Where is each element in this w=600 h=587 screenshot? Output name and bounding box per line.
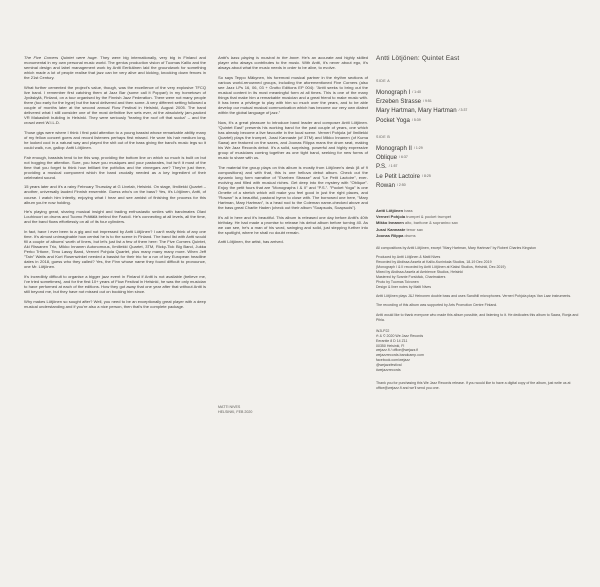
paragraph-text: Fair enough, bassists tend to be this way, providing the bottom line on which so much is built on but not hogging the attention. Sure, you have you musiques and your pastorales, but isn't it most of the time that you forget to think how brilliant the potfolios and the vinnegars are? They're just there, providing a musical component which the band crucially needed as a key ingredient of their celebrated sound.	[24, 154, 206, 180]
track-title: Erzeben Strasse	[376, 98, 422, 106]
track-title: Oblique	[376, 154, 398, 162]
paragraph-lead: The Five Corners Quintet were huge.	[24, 55, 98, 60]
paragraph-text: What further cemented the project's value, though, was the excellence of the very explosive TFCQ live band. I remember first catching them at Jazz Bar (some call it Poppari) in my hometown of Jyväskylä, Finland, on a tour organised by the Finnish Jazz Federation. There were not many people there (too early for the hype) but the band delivered and then some. A very different setting followed a couple of months later at the second annual Flow Festival in Helsinki, August 2005. The band delivered what I still consider one of the most definitive live sets ever, at the absolutely jam-packed VR Makasiinit building in Helsinki. They were seriously "tearing the roof off that sucka" – and the crowd went W.I.L.D.	[24, 84, 206, 126]
track-duration: / 1:57	[388, 164, 398, 169]
catalog-line: wejazz.fi / office@wejazz.fi	[376, 348, 419, 353]
author-name: MATTI NIVES	[218, 405, 241, 409]
label-catalog-info	[376, 329, 584, 373]
side-b-label: SIDE B	[376, 135, 391, 139]
catalog-line: Eerantie 8 D 14 Z11	[376, 338, 408, 343]
paragraph	[218, 55, 368, 70]
side-a-tracklist	[376, 88, 584, 125]
track-duration: / 8:25	[422, 173, 431, 178]
liner-notes-text-continued	[218, 55, 368, 249]
credit-line: Antti would like to thank everyone who made this album possible, and listening to it. He dedicates this album to Saara, Ronja and Pihla.	[376, 312, 579, 322]
credit-line: Mastered by Svante Forsbäck, Chartmakers	[376, 274, 446, 279]
musician-role: alto, baritone & sopranino sax	[403, 220, 458, 226]
track-item	[376, 106, 584, 115]
catalog-line: ℗ & © 2020 We Jazz Records	[376, 333, 424, 338]
paragraph-text: It's incredibly difficult to organise a bigger jazz event in Finland if Antti is not available (believe me, I've tried sometimes), and for the first 10+ years of Flow Festival in Helsinki, he was the only musician to have performed at each of the editions. How they got away that one year after that without Antti is still beyond me, but they have not missed out on booking him since.	[24, 273, 206, 295]
track-item	[376, 116, 584, 125]
track-item	[376, 181, 584, 190]
paragraph-text: They were big internationally, very big in Finland and monumental in my own personal music world. The genius production vision of Tuomas Kallio and the seminal design and label management work by Antti Eerikäinen laid the groundwork for something which made a lot of people realise that jazz can be very alive and kicking, knocking down fences in the 21st Century.	[24, 55, 206, 81]
paragraph	[24, 85, 206, 125]
track-title: Mary Hartman, Mary Hartman	[376, 107, 457, 115]
musician-role: drums	[403, 232, 416, 238]
paragraph	[24, 155, 206, 180]
paragraph	[218, 239, 368, 244]
album-title: Antti Lötjönen: Quintet East	[376, 55, 460, 62]
catalog-line: #wejazzrecords	[376, 367, 401, 372]
track-title: Pocket Yoga	[376, 116, 410, 124]
paragraph-text: Those gigs were where I think I first paid attention to a young bassist whose remarkable ability many of my fellow concert goers and record listeners perhaps first missed. He wore his hair medium long, he looked cool in a natural way and played the shit out of the bass giving the band's music legs so it could walk, run, gallop: Antti Lötjönen.	[24, 129, 206, 150]
credit-line: Mixed by Abdissa Assefa at Ambience Studios, Helsinki	[376, 269, 463, 274]
liner-notes-column-2	[218, 0, 368, 587]
credit-line: The recording of this album was supported by Arts Promotion Centre Finland.	[376, 303, 498, 308]
paragraph	[24, 55, 206, 80]
track-duration: / 1:29	[413, 146, 423, 150]
credit-line: (Monograph I & II recorded by Antti Lötjönen at Kiaksi Studios, Helsinki, Dec 2019)	[376, 265, 506, 270]
credit-line: Recorded by Abdissa Assefa at Kallio-Kuninkala Studios, 18-19 Dec 2019	[376, 260, 492, 265]
track-item	[376, 97, 584, 106]
track-duration: / 5:39	[411, 117, 421, 122]
production-credits	[376, 246, 584, 323]
track-duration: / 9:51	[423, 99, 432, 104]
personnel-list	[376, 208, 584, 239]
track-duration: / 3:37	[458, 108, 468, 113]
thank-you-text: Thank you for purchasing this We Jazz Records release. If you would like to have a digital copy of the album, just write us at office@wejazz.fi and we'll send you one.	[376, 381, 571, 390]
track-item	[376, 144, 584, 153]
track-item	[376, 153, 584, 162]
musician-name: Verneri Pohjola	[376, 214, 406, 220]
credit-line: All compositions by Antti Lötjönen, except "Mary Hartman, Mary Hartman" by Robert Charles Kingston	[376, 246, 537, 250]
track-title: Monograph I	[376, 89, 411, 96]
paragraph-text: In fact, have I ever been to a gig and not impressed by Antti Lötjönen? I can't really think of any one time. It's almost unimaginable how central he is to the scene in Finland. The band list with Antti would fill a couple of albums' worth of liners, but let's just list a few of them here: The Five Corners Quintet, Aki Rissanen Trio, Mikko Innanen Autonomous, Ilmiliekki Quartet, 3TM, Ricky-Tick Big Band, Jukka Perko Tritone, Timo Lassy Band, Verneri Pohjola Quartet, plus many many many more. When Jeff "Tain" Watts and Kurt Rosenwinkel needed a bassist for their trio for a run of key European headline dates in 2018, guess who they called? Yes, the Finn whose name they found difficult to pronounce, one Mr. Lötjönen.	[24, 228, 206, 270]
track-duration: / 2:50	[396, 182, 406, 187]
credit-line: Produced by Antti Lötjönen & Matti Nives	[376, 255, 441, 260]
thank-you-note	[376, 381, 584, 391]
paragraph-text: He's an accurate and highly skilled player who always contributes to the music. With Antti, it's never about ego, it's always about what the music needs in order to be alive, to evolve.	[218, 55, 369, 71]
paragraph-text: Antti Lötjönen, the artist, has arrived.	[218, 239, 284, 245]
paragraph	[24, 299, 206, 309]
musician-name: Joonas Riippa	[376, 232, 404, 238]
paragraph-text: It's all in here and it's beautiful. This album is released one day before Antti's 40th birthday. He had made a promise to release his debut album before turning 40. As we can see, he's a man of his word, swinging and solid, just stepping further into the spotlight, where he shall no doubt remain.	[218, 214, 368, 235]
track-duration: / 6:37	[399, 155, 408, 160]
paragraph	[24, 184, 206, 204]
paragraph	[24, 274, 206, 294]
track-item	[376, 172, 584, 181]
paragraph	[218, 75, 368, 115]
musician-name: Mikko Innanen	[376, 220, 404, 226]
liner-notes-column-1	[24, 0, 206, 587]
musician-role: bass	[403, 208, 413, 213]
credit-line: Photo by Tuomas Toivonen	[376, 279, 419, 284]
catalog-line: 00350 Helsinki, FI	[376, 343, 405, 348]
paragraph	[218, 165, 368, 210]
paragraph-text: Why makes Lötjönen so sought after? Well, you need to be an exceptionally great player with a deep musical understanding and if you're also a nice person, then that's the complete package.	[24, 298, 206, 309]
paragraph-lead: Antti's bass playing is musical to the bone.	[218, 55, 300, 60]
paragraph-text: So says Teppo Mäkynen, his foremost musical partner in the rhythm sections of various world-renowned groups, including the aforementioned Five Corners (also see Jazz LPs 16, 06, 03 + Grotto Editions EP 004): "Antti seeks to bring out the musical content in its most meaningful form at all times. This is one of the many things that make him a remarkable musician and a great friend to make music with. It has been a privilege to play with him so much over the years, and to be able develop our mutual musical communication which has become our very own dialect within the global language of jazz."	[218, 74, 368, 116]
track-title: Le Petit Lactoire	[376, 172, 421, 180]
track-title: Monograph II	[376, 145, 412, 152]
musician-role: tenor sax	[405, 226, 423, 232]
side-b-tracklist	[376, 144, 584, 190]
liner-notes-text	[24, 55, 206, 313]
paragraph-text: 15 years later and it's a rainy February Thursday at G Livelab, Helsinki. On stage, Ilmiliekki Quartet – another, universally lauded Finnish ensemble. Guess who's on the bass? Yes, it's Lötjönen, Antti, of course. I watch him intently, enjoying what I hear and see amidst of finishing the process for this album you're now holding.	[24, 184, 206, 205]
catalog-line: @wejazzfestival	[376, 362, 402, 367]
paragraph	[218, 120, 368, 160]
paragraph	[24, 130, 206, 150]
paragraph-text: The material the group plays on this album is mostly from Lötjönen's desk (8 of 9 compositions) and with that, this is one helluva debut album. Check out the dynamic long form narrative of "Erzeben Strasse" and "Le Petit Lactoire", ever-evolving and filled with musical riches. Get deep into the mystery with "Oblique". Enjoy the petit fours that are "Monographs I & II" and "P.S.". "Pocket Yoga" is one Ornette of a stretch which will make you feel good in just the right places, and "Rowan" is a beautiful, pastoral hymn to close with. The borrowed one here, "Mary Hartman, Mary Hartman", is a head nod to the Coleman name-checked above and the bass great Charlie Haden (check out their album "Soapsuds, Soapsuds").	[218, 164, 368, 211]
catalog-line: WJLP22	[376, 329, 390, 333]
credit-line: Antti Lötjönen plays J&J Heinonen double bass and uses Sandhill microphones. Verneri Pohjola plays Van Laar instruments.	[376, 293, 572, 298]
musician-role: trumpet & pocket trumpet	[405, 214, 452, 220]
catalog-line: wejazzrecords.bandcamp.com	[376, 353, 424, 358]
track-title: Rowan	[376, 181, 395, 189]
catalog-line: facebook.com/wejazz	[376, 358, 410, 363]
album-info-column	[376, 0, 584, 587]
paragraph-text: Now, it's a great pleasure to introduce band leader and composer Antti Lötjönen. "Quintet East" presents his working band for the past couple of years, one which has already become a live favourite in the local scene. Verneri Pohjola (of Ilmiliekki Quartet) plays the trumpet, Jussi Kannaste (of 3TM) and Mikko Innanen (of Kuma Sawa) are featured on the saxes, and Joonas Riippa mans the drum seat, making his We Jazz Records debut. It's a solid, surprising, powerful and highly expressive group of musicians coming together as one tight band, seeking for new forms of music to share with us.	[218, 119, 368, 161]
track-item	[376, 162, 584, 171]
track-title: P.S.	[376, 163, 387, 171]
personnel-item	[376, 233, 584, 239]
paragraph-text: He's playing great, sharing musical insight and trading enthusiastic smiles with bandmates Olavi Louhivuori on drums and Tuomo Prättälä behind the Fazioli. He's connecting at all levels, all the time, and the band flows effortlessly on all of its four cylinders.	[24, 209, 206, 225]
musician-name: Antti Lötjönen	[376, 208, 404, 213]
paragraph	[24, 209, 206, 224]
paragraph	[218, 215, 368, 235]
side-a-label: SIDE A	[376, 79, 390, 83]
musician-name: Jussi Kannaste	[376, 226, 406, 232]
credit-line: Design & liner notes by Matti Nives	[376, 284, 431, 289]
track-duration: / 1:40	[412, 90, 421, 94]
author-signature	[218, 405, 252, 415]
author-place-date: HELSINKI, FEB 2020	[218, 410, 253, 414]
paragraph	[24, 229, 206, 269]
track-item	[376, 88, 584, 97]
